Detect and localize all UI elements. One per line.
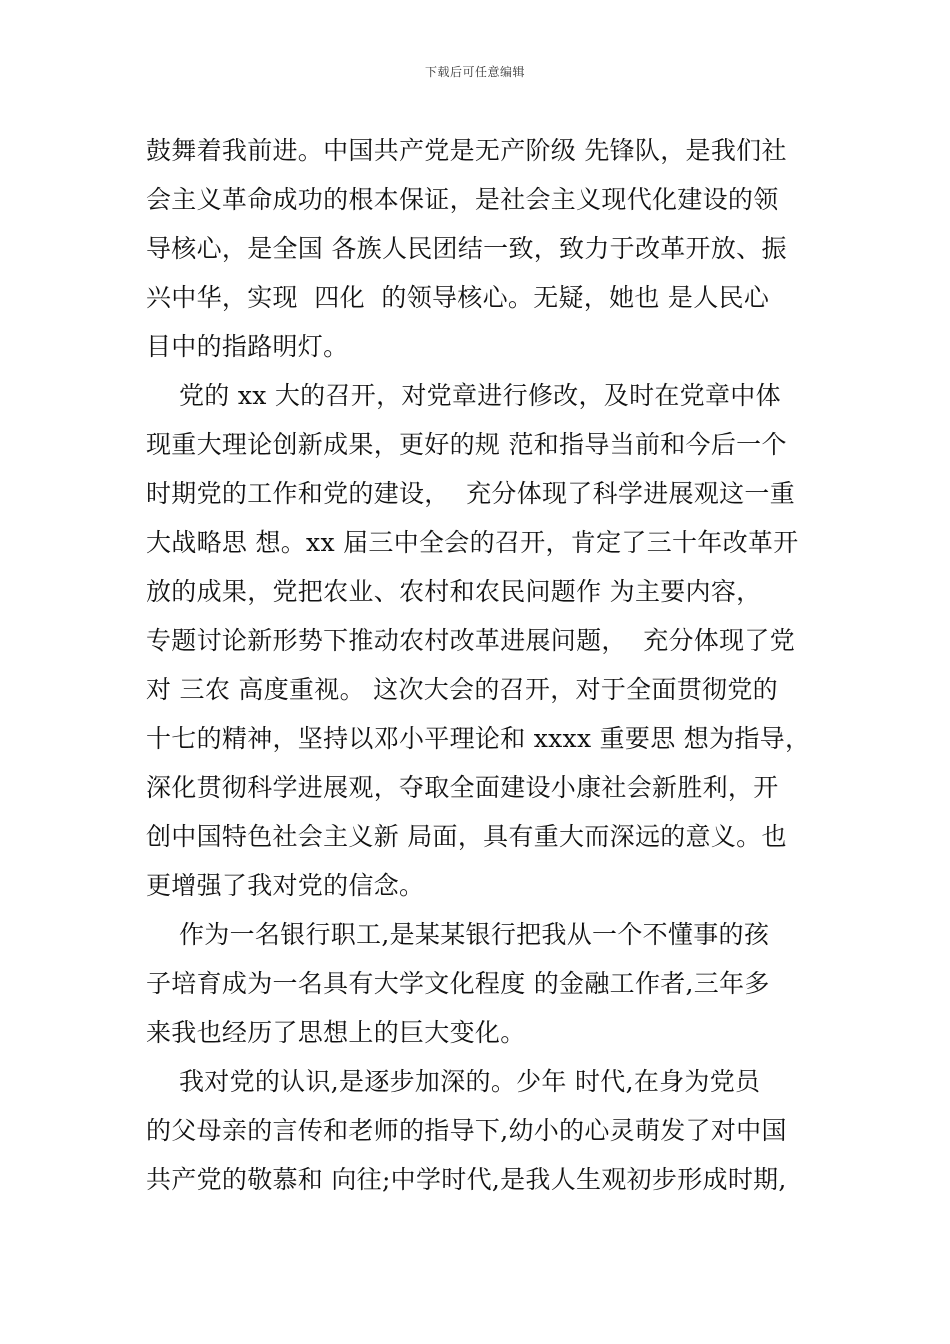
text-line: 共产党的敬慕和 向往;中学时代,是我人生观初步形成时期, xyxy=(146,1165,787,1194)
text-line: 党的 xx 大的召开，对党章进行修改，及时在党章中体 xyxy=(146,381,781,410)
text-line: 对 三农 高度重视。 这次大会的召开，对于全面贯彻党的 xyxy=(146,675,778,704)
text-line: 会主义革命成功的根本保证，是社会主义现代化建设的领 xyxy=(146,185,779,214)
text-line: 大战略思 想。xx 届三中全会的召开，肯定了三十年改革开 xyxy=(146,528,799,557)
paragraph-4 xyxy=(146,1057,816,1204)
text-line: 更增强了我对党的信念。 xyxy=(146,871,425,900)
text-line: 目中的指路明灯。 xyxy=(146,332,349,361)
text-line: 现重大理论创新成果，更好的规 范和指导当前和今后一个 xyxy=(146,430,787,459)
text-line: 鼓舞着我前进。中国共产党是无产阶级 先锋队，是我们社 xyxy=(146,136,787,165)
text-line: 放的成果，党把农业、农村和农民问题作 为主要内容， xyxy=(146,577,762,606)
page-header: 下载后可任意编辑 xyxy=(424,65,525,79)
text-line: 专题讨论新形势下推动农村改革进展问题， 充分体现了党 xyxy=(146,626,795,655)
text-line: 创中国特色社会主义新 局面，具有重大而深远的意义。也 xyxy=(146,822,787,851)
text-line: 来我也经历了思想上的巨大变化。 xyxy=(146,1018,526,1047)
text-line: 兴中华，实现 四化 的领导核心。无疑，她也 是人民心 xyxy=(146,283,770,312)
text-line: 的父母亲的言传和老师的指导下,幼小的心灵萌发了对中国 xyxy=(146,1116,787,1145)
paragraph-3 xyxy=(146,910,816,1057)
paragraph-2 xyxy=(146,371,816,910)
text-line: 子培育成为一名具有大学文化程度 的金融工作者,三年多 xyxy=(146,969,770,998)
text-line: 我对党的认识,是逐步加深的。少年 时代,在身为党员 xyxy=(146,1067,761,1096)
text-line: 时期党的工作和党的建设， 充分体现了科学进展观这一重 xyxy=(146,479,795,508)
text-line: 导核心，是全国 各族人民团结一致，致力于改革开放、振 xyxy=(146,234,787,263)
document-body xyxy=(146,126,816,1204)
paragraph-1 xyxy=(146,126,816,371)
text-line: 深化贯彻科学进展观，夺取全面建设小康社会新胜利，开 xyxy=(146,773,779,802)
text-line: 作为一名银行职工,是某某银行把我从一个不懂事的孩 xyxy=(146,920,770,949)
text-line: 十七的精神，坚持以邓小平理论和 xxxx 重要思 想为指导， xyxy=(146,724,811,753)
